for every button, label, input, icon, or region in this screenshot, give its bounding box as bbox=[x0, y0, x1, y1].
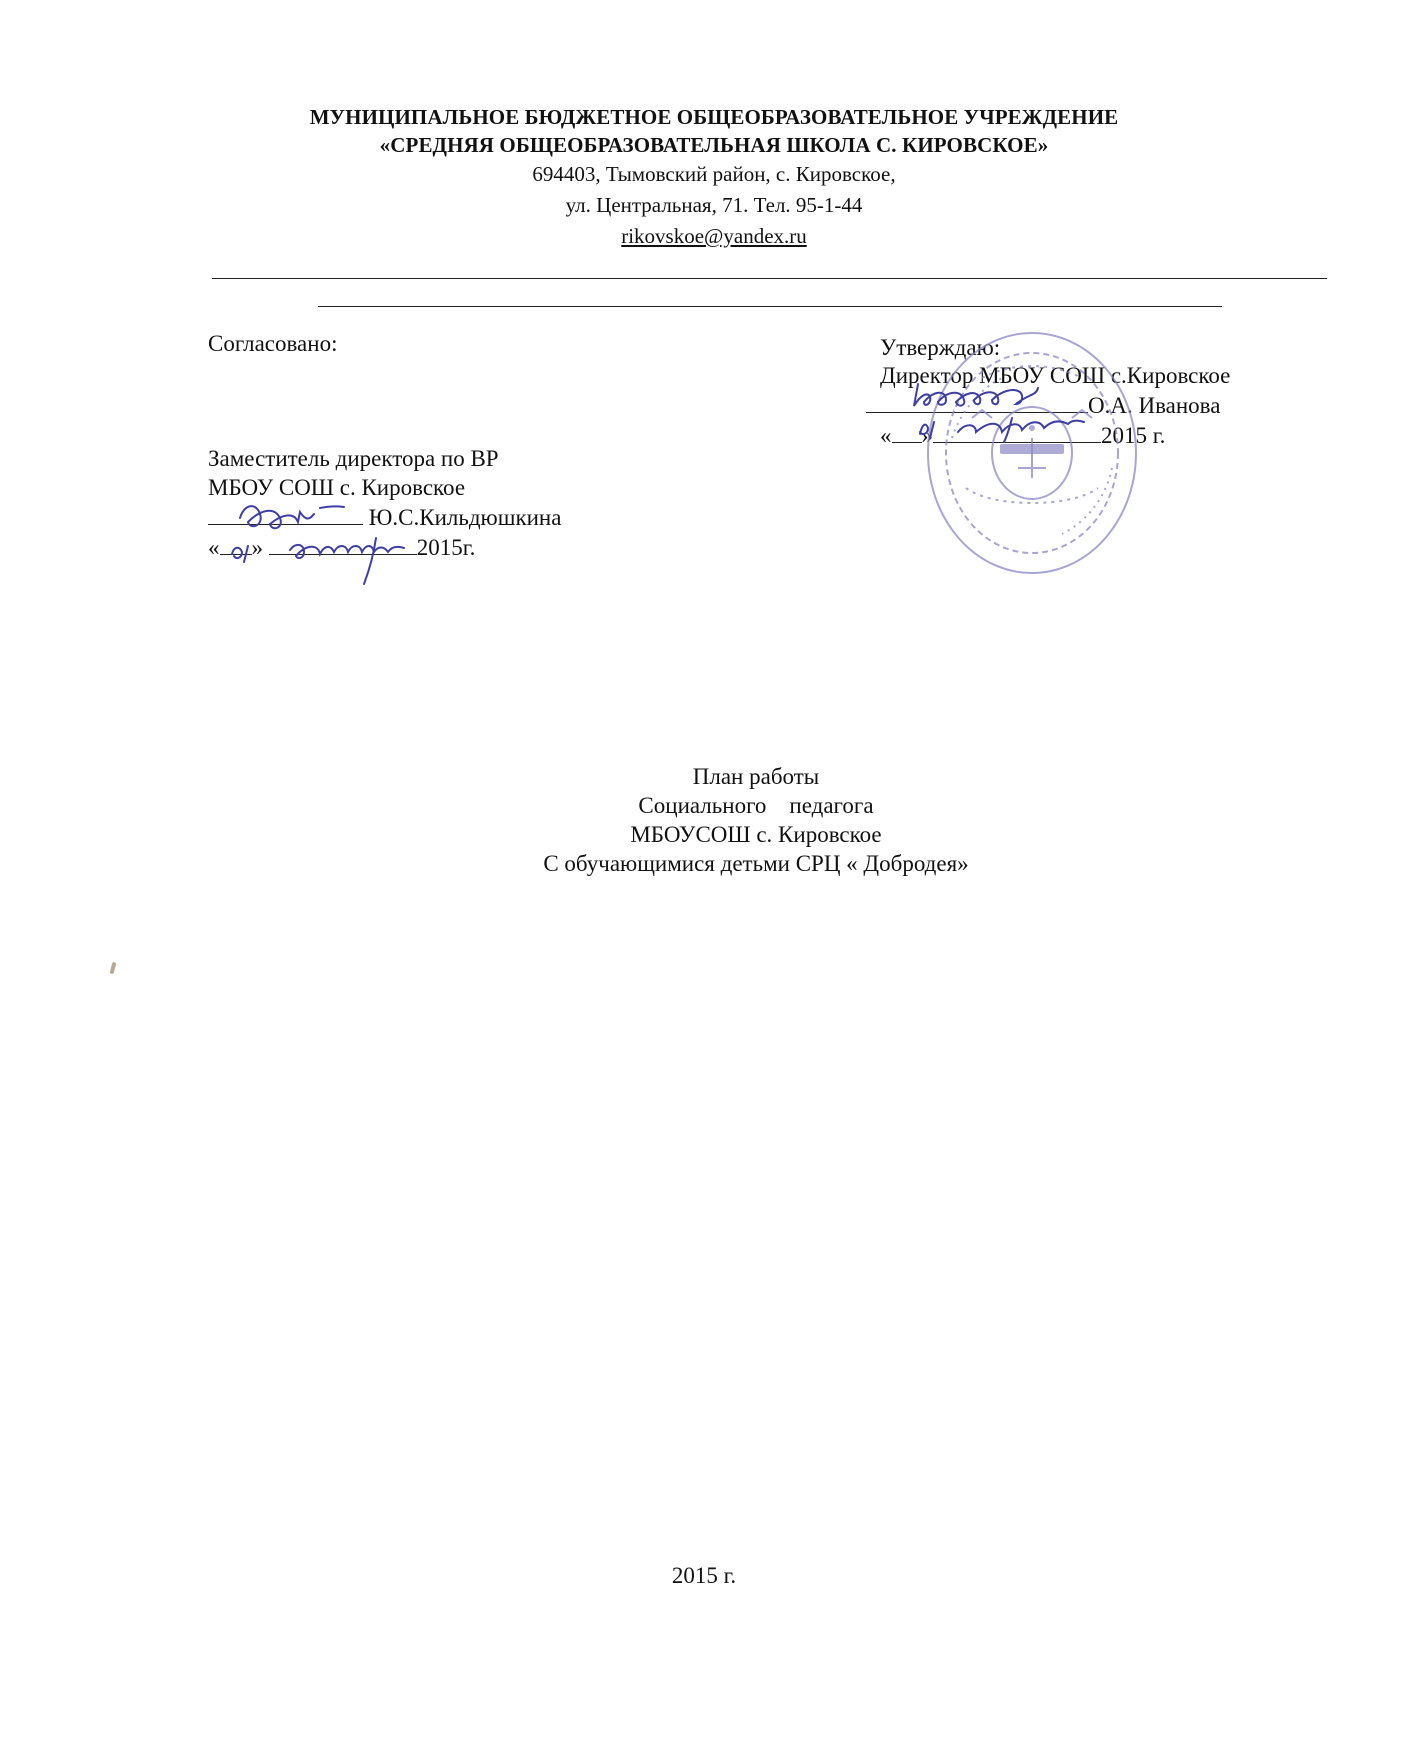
deputy-position-line1: Заместитель директора по ВР bbox=[208, 446, 499, 471]
email-link[interactable]: rikovskoe@yandex.ru bbox=[621, 224, 807, 248]
address-line1: 694403, Тымовский район, с. Кировское, bbox=[532, 162, 896, 186]
institution-name-line1: МУНИЦИПАЛЬНОЕ БЮДЖЕТНОЕ ОБЩЕОБРАЗОВАТЕЛЬНОЕ УЧРЕЖДЕНИЕ bbox=[309, 105, 1119, 129]
agreed-label: Согласовано: bbox=[208, 331, 338, 356]
deputy-signature-handwriting bbox=[220, 488, 480, 588]
date-open-quote: « bbox=[208, 535, 220, 560]
director-position: Директор МБОУ СОШ с.Кировское bbox=[880, 363, 1231, 388]
scan-speck bbox=[110, 962, 117, 975]
header-divider-long bbox=[212, 278, 1327, 279]
deputy-name: Ю.С.Кильдюшкина bbox=[368, 505, 562, 530]
document-title bbox=[0, 762, 1428, 878]
header-divider-short bbox=[318, 306, 1222, 307]
date-open-quote: « bbox=[880, 423, 892, 448]
title-line1: План работы bbox=[692, 764, 820, 789]
deputy-date-year: 2015г. bbox=[416, 535, 476, 560]
document-header bbox=[0, 103, 1428, 251]
title-line2: Социального педагога bbox=[638, 793, 874, 818]
title-line3: МБОУСОШ с. Кировское bbox=[630, 822, 882, 847]
document-year: 2015 г. bbox=[671, 1563, 737, 1588]
date-close-quote: » bbox=[251, 535, 263, 560]
director-signature-handwriting bbox=[880, 376, 1100, 456]
director-date-year: 2015 г. bbox=[1101, 423, 1166, 448]
approve-label: Утверждаю: bbox=[880, 335, 1001, 360]
date-close-quote: » bbox=[921, 423, 933, 448]
address-line2: ул. Центральная, 71. Тел. 95-1-44 bbox=[565, 193, 863, 217]
title-line4: С обучающимися детьми СРЦ « Добродея» bbox=[543, 851, 969, 876]
deputy-position-line2: МБОУ СОШ с. Кировское bbox=[208, 475, 466, 500]
institution-name-line2: «СРЕДНЯЯ ОБЩЕОБРАЗОВАТЕЛЬНАЯ ШКОЛА С. КИРОВСКОЕ» bbox=[379, 133, 1049, 157]
director-name: О.А. Иванова bbox=[1088, 393, 1221, 418]
